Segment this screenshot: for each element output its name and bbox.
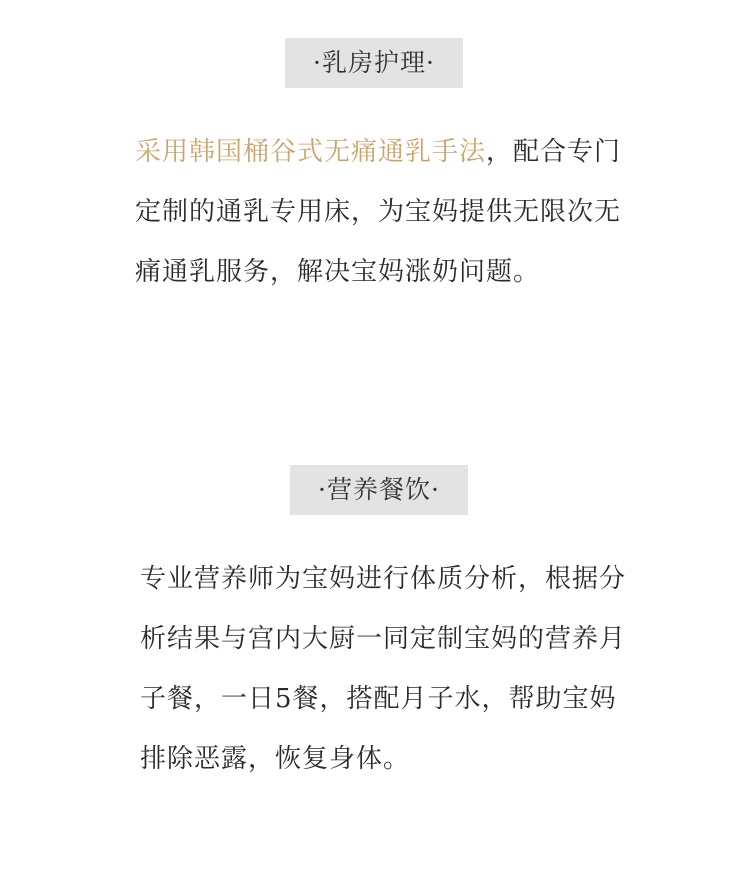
nutrition-description: 专业营养师为宝妈进行体质分析，根据分析结果与宫内大厨一同定制宝妈的营养月子餐，一日5餐，搭配月子水，帮助宝妈排除恶露，恢复身体。 [140,564,627,774]
breast-care-description [135,122,625,302]
breast-care-highlight: 采用韩国桶谷式无痛通乳手法 [135,137,487,167]
breast-care-text: ，配合专门定制的通乳专用床，为宝妈提供无限次无痛通乳服务，解决宝妈涨奶问题。 [135,137,622,287]
section-label-nutrition: ·营养餐饮· [290,465,468,515]
section-label-breast-care: ·乳房护理· [285,38,463,88]
